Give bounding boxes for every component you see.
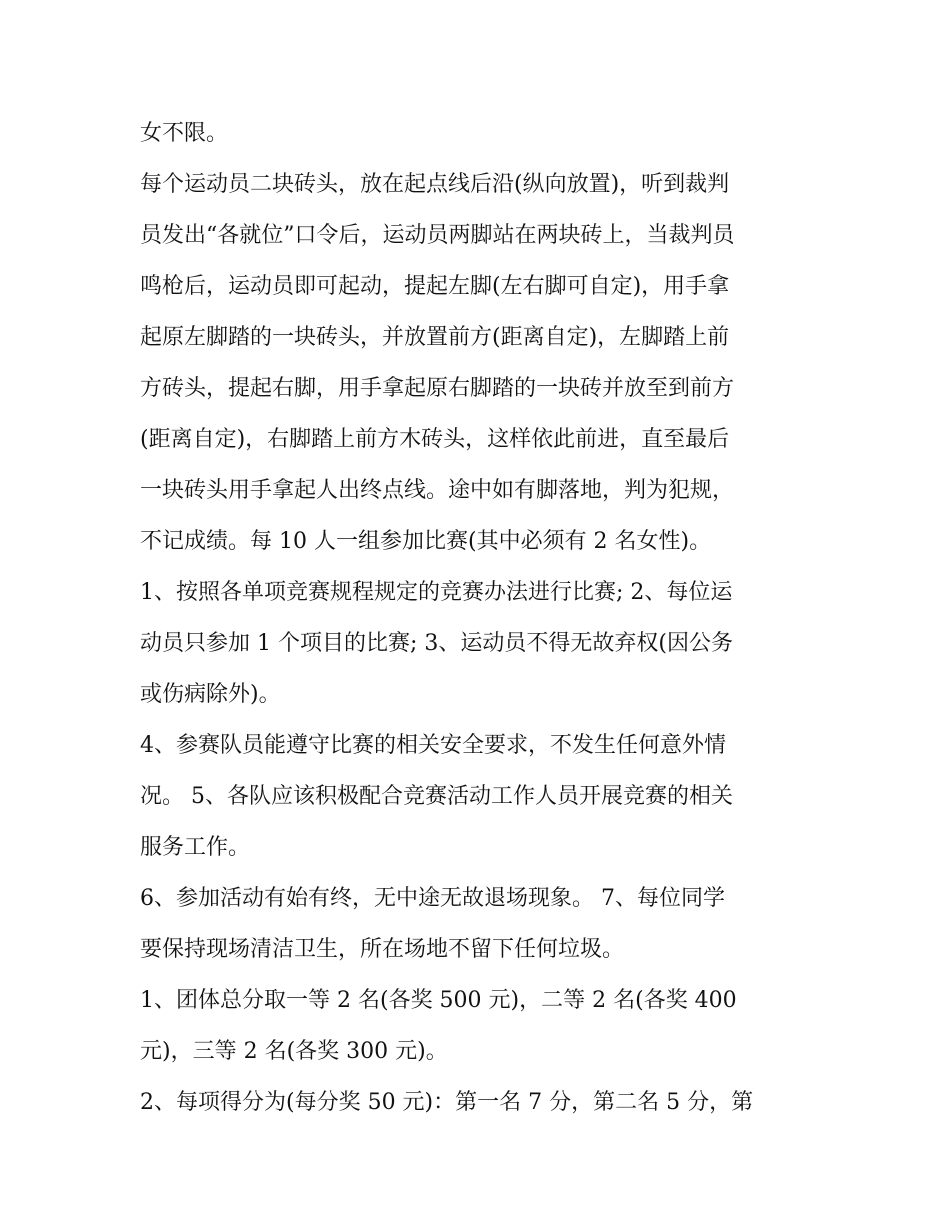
text-line-18: 1、团体总分取一等 2 名(各奖 500 元)，二等 2 名(各奖 400 <box>140 988 737 1013</box>
text-line-13: 4、参赛队员能遵守比赛的相关安全要求，不发生任何意外情 <box>140 733 726 758</box>
text-line-10: 1、按照各单项竞赛规程规定的竞赛办法进行比赛; 2、每位运 <box>140 580 733 605</box>
text-line-16: 6、参加活动有始有终，无中途无故退场现象。 7、每位同学 <box>140 886 725 911</box>
text-line-1: 女不限。 <box>140 121 229 146</box>
text-line-15: 服务工作。 <box>140 835 251 860</box>
text-line-14: 况。 5、各队应该积极配合竞赛活动工作人员开展竞赛的相关 <box>140 784 733 809</box>
text-line-3: 员发出“各就位”口令后，运动员两脚站在两块砖上，当裁判员 <box>140 223 735 248</box>
text-line-11: 动员只参加 1 个项目的比赛; 3、运动员不得无故弃权(因公务 <box>140 631 733 656</box>
text-line-12: 或伤病除外)。 <box>140 682 281 707</box>
text-line-17: 要保持现场清洁卫生，所在场地不留下任何垃圾。 <box>140 937 625 962</box>
document-body <box>140 108 812 1128</box>
text-line-2: 每个运动员二块砖头，放在起点线后沿(纵向放置)，听到裁判 <box>140 172 730 197</box>
text-line-8: 一块砖头用手拿起人出终点线。途中如有脚落地，判为犯规， <box>140 478 735 503</box>
text-line-6: 方砖头，提起右脚，用手拿起原右脚踏的一块砖并放至到前方 <box>140 376 735 401</box>
text-line-20: 2、每项得分为(每分奖 50 元)：第一名 7 分，第二名 5 分，第 <box>140 1090 754 1115</box>
text-line-4: 鸣枪后，运动员即可起动，提起左脚(左右脚可自定)，用手拿 <box>140 274 730 299</box>
text-line-5: 起原左脚踏的一块砖头，并放置前方(距离自定)，左脚踏上前 <box>140 325 730 350</box>
text-line-7: (距离自定)，右脚踏上前方木砖头，这样依此前进，直至最后 <box>140 427 730 452</box>
text-line-9: 不记成绩。每 10 人一组参加比赛(其中必须有 2 名女性)。 <box>140 529 712 554</box>
text-line-19: 元)，三等 2 名(各奖 300 元)。 <box>140 1039 448 1064</box>
